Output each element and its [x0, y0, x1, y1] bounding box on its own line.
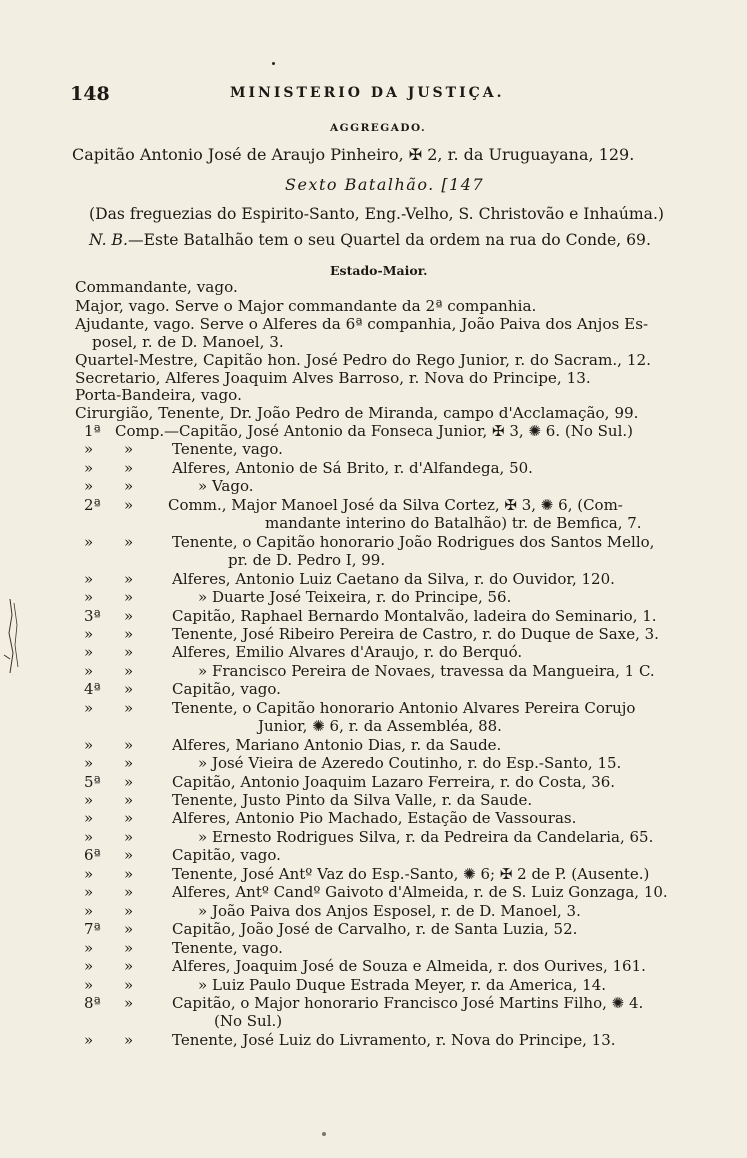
- company-number: »: [84, 864, 94, 883]
- staff-line: Porta-Bandeira, vago.: [75, 386, 242, 404]
- company-ditto: »: [124, 661, 134, 680]
- company-ditto: »: [124, 975, 134, 994]
- aggregado-heading: AGGREGADO.: [330, 122, 427, 134]
- company-number: »: [84, 477, 94, 496]
- company-number: »: [84, 809, 94, 828]
- company-entry: Capitão, o Major honorario Francisco José Martins Filho, ✺ 4.: [172, 993, 644, 1012]
- ink-speck: [272, 62, 275, 65]
- company-number: »: [84, 440, 94, 459]
- company-ditto: »: [124, 883, 134, 902]
- company-number: 3ª: [84, 606, 101, 625]
- company-ditto: »: [124, 772, 134, 791]
- staff-line: Ajudante, vago. Serve o Alferes da 6ª companhia, João Paiva dos Anjos Es-: [75, 315, 649, 333]
- company-ditto: »: [124, 440, 134, 459]
- company-ditto: »: [124, 846, 134, 865]
- company-number: »: [84, 1030, 94, 1049]
- staff-line: Quartel-Mestre, Capitão hon. José Pedro do Rego Junior, r. do Sacram., 12.: [75, 351, 651, 369]
- company-entry: Capitão, vago.: [172, 846, 281, 865]
- company-number: »: [84, 643, 94, 662]
- company-entry: Tenente, o Capitão honorario João Rodrigues dos Santos Mello,: [172, 532, 655, 551]
- company-entry: Alferes, Mariano Antonio Dias, r. da Saude.: [172, 735, 502, 754]
- company-number: »: [84, 827, 94, 846]
- company-entry: Alferes, Antonio Luiz Caetano da Silva, r. do Ouvidor, 120.: [172, 569, 615, 588]
- company-ditto: »: [124, 569, 134, 588]
- company-entry: Capitão, vago.: [172, 680, 281, 699]
- company-number: »: [84, 588, 94, 607]
- company-entry: » Luiz Paulo Duque Estrada Meyer, r. da America, 14.: [198, 975, 607, 994]
- company-number: »: [84, 458, 94, 477]
- company-ditto: »: [124, 680, 134, 699]
- company-number: »: [84, 938, 94, 957]
- staff-line: Secretario, Alferes Joaquim Alves Barroso, r. Nova do Principe, 13.: [75, 369, 591, 387]
- company-number: »: [84, 569, 94, 588]
- company-number: 1ª: [84, 422, 101, 440]
- page-number: 148: [70, 83, 110, 105]
- company-ditto: Comp.: [115, 422, 165, 440]
- company-entry: Alferes, Emilio Alvares d'Araujo, r. do Berquó.: [172, 643, 523, 662]
- company-number: »: [84, 883, 94, 902]
- staff-line: posel, r. de D. Manoel, 3.: [92, 333, 284, 351]
- company-ditto: »: [124, 901, 134, 920]
- company-ditto: »: [124, 643, 134, 662]
- company-number: 7ª: [84, 920, 101, 939]
- company-number: »: [84, 661, 94, 680]
- company-entry: Alferes, Antonio de Sá Brito, r. d'Alfandega, 50.: [172, 458, 533, 477]
- company-number: »: [84, 975, 94, 994]
- company-entry: Tenente, vago.: [172, 440, 283, 459]
- company-entry: Tenente, o Capitão honorario Antonio Alvares Pereira Corujo: [172, 698, 636, 717]
- company-ditto: »: [124, 993, 134, 1012]
- company-entry: mandante interino do Batalhão) tr. de Bemfica, 7.: [265, 514, 642, 533]
- company-entry: Tenente, José Luiz do Livramento, r. Nova do Principe, 13.: [172, 1030, 616, 1049]
- company-number: »: [84, 698, 94, 717]
- company-entry: Comm., Major Manoel José da Silva Cortez, ✠ 3, ✺ 6, (Com-: [168, 495, 623, 514]
- company-ditto: »: [124, 754, 134, 773]
- staff-line: Major, vago. Serve o Major commandante da 2ª companhia.: [75, 297, 537, 315]
- company-entry: pr. de D. Pedro I, 99.: [228, 551, 386, 570]
- edge-scribble: [0, 595, 28, 685]
- company-ditto: »: [124, 477, 134, 496]
- company-number: »: [84, 532, 94, 551]
- company-number: »: [84, 624, 94, 643]
- company-entry: Tenente, vago.: [172, 938, 283, 957]
- company-number: »: [84, 735, 94, 754]
- company-entry: Alferes, Antº Candº Gaivoto d'Almeida, r. de S. Luiz Gonzaga, 10.: [172, 883, 668, 902]
- company-number: 4ª: [84, 680, 101, 699]
- company-ditto: »: [124, 698, 134, 717]
- company-ditto: »: [124, 809, 134, 828]
- company-entry: » Vago.: [198, 477, 254, 496]
- aggregado-entry: Capitão Antonio José de Araujo Pinheiro, ✠ 2, r. da Uruguayana, 129.: [72, 145, 635, 164]
- company-entry: » Duarte José Teixeira, r. do Principe, 56.: [198, 588, 512, 607]
- company-entry: Alferes, Antonio Pio Machado, Estação de Vassouras.: [172, 809, 577, 828]
- company-number: 5ª: [84, 772, 101, 791]
- company-entry: —Capitão, José Antonio da Fonseca Junior, ✠ 3, ✺ 6. (No Sul.): [164, 422, 634, 440]
- company-number: 2ª: [84, 495, 101, 514]
- company-number: 6ª: [84, 846, 101, 865]
- binding-edge-marks: [0, 595, 28, 685]
- company-entry: » José Vieira de Azeredo Coutinho, r. do Esp.-Santo, 15.: [198, 754, 622, 773]
- company-number: »: [84, 791, 94, 809]
- battalion-title: Sexto Batalhão. [147: [285, 175, 485, 194]
- company-ditto: »: [124, 827, 134, 846]
- company-ditto: »: [124, 588, 134, 607]
- company-entry: Tenente, José Ribeiro Pereira de Castro, r. do Duque de Saxe, 3.: [172, 624, 659, 643]
- company-entry: Junior, ✺ 6, r. da Assembléa, 88.: [258, 717, 502, 736]
- staff-line: Commandante, vago.: [75, 278, 238, 296]
- company-entry: Tenente, José Antº Vaz do Esp.-Santo, ✺ 6; ✠ 2 de P. (Ausente.): [172, 864, 650, 883]
- staff-line: Cirurgião, Tenente, Dr. João Pedro de Miranda, campo d'Acclamação, 99.: [75, 404, 639, 422]
- company-number: »: [84, 754, 94, 773]
- battalion-parishes: (Das freguezias do Espirito-Santo, Eng.-Velho, S. Christovão e Inhaúma.): [89, 205, 664, 223]
- company-entry: Capitão, João José de Carvalho, r. de Santa Luzia, 52.: [172, 920, 578, 939]
- company-ditto: »: [124, 735, 134, 754]
- company-ditto: »: [124, 920, 134, 939]
- page-title: MINISTERIO DA JUSTIÇA.: [230, 85, 505, 101]
- company-entry: Capitão, Raphael Bernardo Montalvão, ladeira do Seminario, 1.: [172, 606, 657, 625]
- company-ditto: »: [124, 624, 134, 643]
- company-ditto: »: [124, 957, 134, 976]
- company-entry: » João Paiva dos Anjos Esposel, r. de D. Manoel, 3.: [198, 901, 581, 920]
- company-ditto: »: [124, 606, 134, 625]
- note-text: —Este Batalhão tem o seu Quartel da ordem na rua do Conde, 69.: [127, 231, 651, 249]
- company-ditto: »: [124, 864, 134, 883]
- note-label: N. B.: [89, 231, 128, 249]
- company-ditto: »: [124, 495, 134, 514]
- company-entry: (No Sul.): [214, 1012, 283, 1031]
- company-entry: » Francisco Pereira de Novaes, travessa da Mangueira, 1 C.: [198, 661, 655, 680]
- battalion-note: [89, 231, 651, 249]
- company-ditto: »: [124, 532, 134, 551]
- company-ditto: »: [124, 458, 134, 477]
- company-number: »: [84, 957, 94, 976]
- company-entry: Capitão, Antonio Joaquim Lazaro Ferreira, r. do Costa, 36.: [172, 772, 616, 791]
- company-ditto: »: [124, 938, 134, 957]
- ink-speck: [322, 1132, 326, 1136]
- staff-heading: Estado-Maior.: [330, 263, 428, 278]
- company-entry: Tenente, Justo Pinto da Silva Valle, r. da Saude.: [172, 791, 533, 809]
- company-entry: » Ernesto Rodrigues Silva, r. da Pedreira da Candelaria, 65.: [198, 827, 654, 846]
- company-ditto: »: [124, 1030, 134, 1049]
- company-number: 8ª: [84, 993, 101, 1012]
- company-ditto: »: [124, 791, 134, 809]
- company-number: »: [84, 901, 94, 920]
- company-entry: Alferes, Joaquim José de Souza e Almeida, r. dos Ourives, 161.: [172, 957, 646, 976]
